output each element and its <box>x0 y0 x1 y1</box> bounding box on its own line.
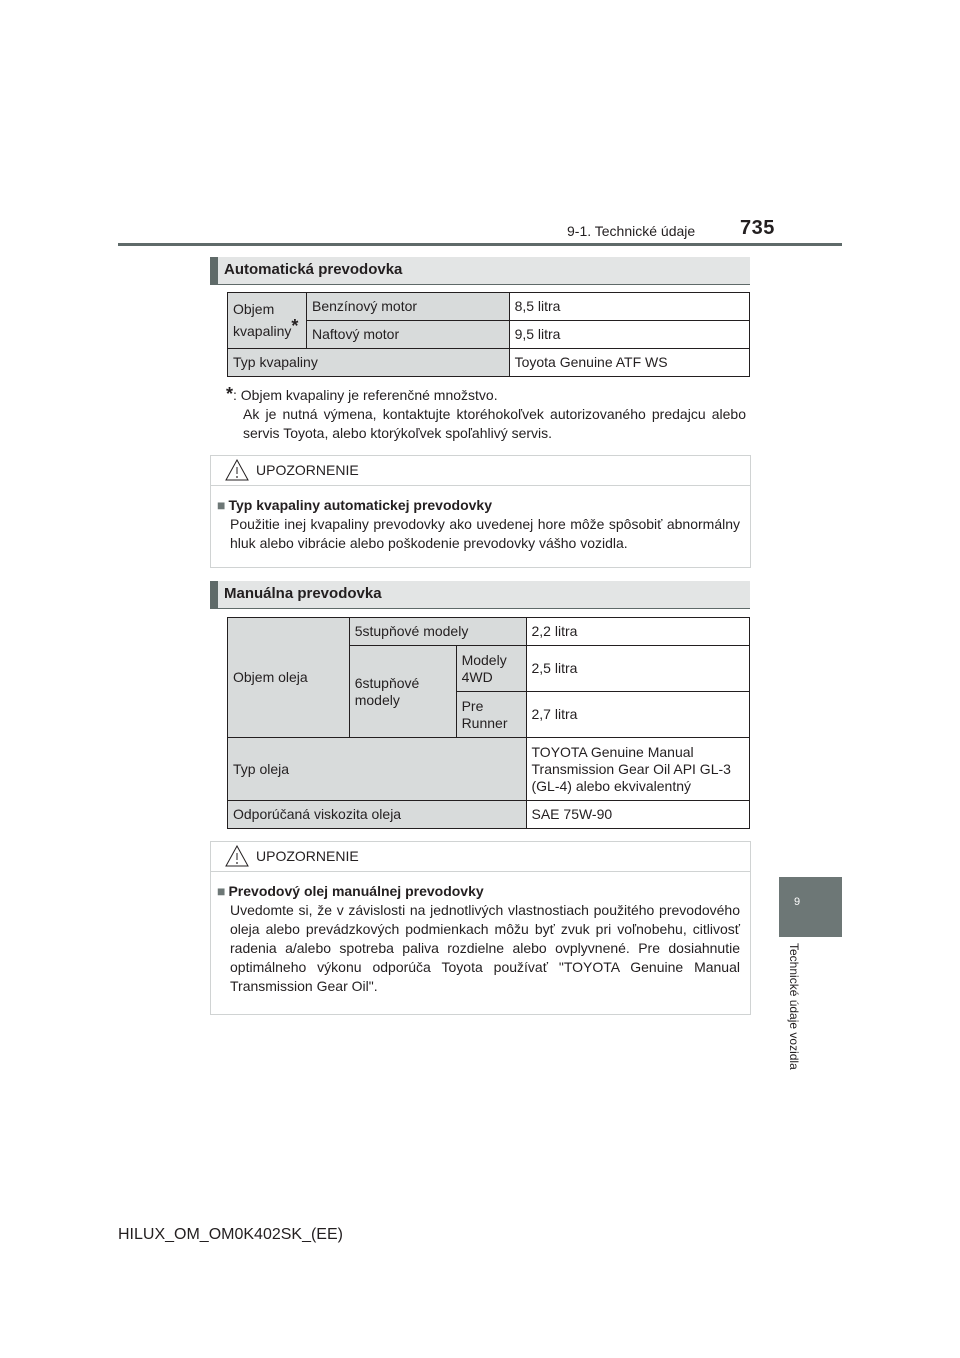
chapter-tab-label <box>786 943 804 1101</box>
diesel-value: 9,5 litra <box>509 321 749 349</box>
document-code: HILUX_OM_OM0K402SK_(EE) <box>118 1226 343 1243</box>
warning-title: Prevodový olej manuálnej prevodovky <box>228 883 484 899</box>
warning-body <box>211 486 750 567</box>
capacity-footnote-star: * <box>291 316 299 336</box>
header-section-title: 9-1. Technické údaje <box>567 223 696 239</box>
warning-triangle-icon <box>225 459 249 481</box>
fluid-type-label: Typ kvapaliny <box>228 349 510 377</box>
five-speed-label: 5stupňové modely <box>349 618 526 646</box>
bullet-square-icon: ■ <box>217 497 226 513</box>
warning-label: UPOZORNENIE <box>256 848 359 864</box>
warning-label: UPOZORNENIE <box>256 462 359 478</box>
automatic-fluid-table <box>227 292 750 377</box>
header-divider <box>118 243 842 246</box>
section-heading-marker <box>210 581 218 608</box>
diesel-label: Naftový motor <box>306 321 509 349</box>
warning-box-automatic <box>210 455 751 568</box>
page-number: 735 <box>740 217 775 239</box>
petrol-label: Benzínový motor <box>306 293 509 321</box>
prerunner-value: 2,7 litra <box>526 692 750 738</box>
fluid-type-value: Toyota Genuine ATF WS <box>509 349 749 377</box>
oil-type-value: TOYOTA Genuine Manual Transmission Gear Oil API GL-3 (GL-4) alebo ekvivalentný <box>526 738 750 801</box>
oil-type-label: Typ oleja <box>228 738 527 801</box>
viscosity-label: Odporúčaná viskozita oleja <box>228 801 527 829</box>
manual-oil-table <box>227 617 750 829</box>
capacity-footnote <box>226 385 746 443</box>
warning-box-manual <box>210 841 751 1015</box>
section-heading-manual <box>210 581 750 609</box>
warning-header <box>211 456 750 486</box>
warning-body <box>211 872 750 1014</box>
five-speed-value: 2,2 litra <box>526 618 750 646</box>
bullet-square-icon: ■ <box>217 883 226 899</box>
section-heading-text: Manuálna prevodovka <box>224 585 382 602</box>
petrol-value: 8,5 litra <box>509 293 749 321</box>
warning-header <box>211 842 750 872</box>
oil-capacity-label: Objem oleja <box>228 618 350 738</box>
capacity-label: Objem kvapaliny <box>233 301 292 339</box>
chapter-tab-label-text: Technické údaje vozidla <box>787 943 801 1070</box>
viscosity-value: SAE 75W-90 <box>526 801 750 829</box>
footnote-star: * <box>226 384 234 404</box>
six-speed-label: 6stupňové modely <box>349 646 456 738</box>
prerunner-label: Pre Runner <box>456 692 526 738</box>
warning-text: Uvedomte si, že v závislosti na jednotlivých vlastnostiach použitého prevodového oleja alebo prevádzkových podmienkach môžu byť zvuk pri voľnobehu, citlivosť radenia a/alebo spotreba paliva rozdielne alebo ovplyvnené. Pre dosiahnutie optimálneho výkonu odporúča Toyota používať "TOYOTA Genuine Manual Transmission Gear Oil". <box>230 902 740 994</box>
fourwd-value: 2,5 litra <box>526 646 750 692</box>
warning-triangle-icon <box>225 845 249 867</box>
footnote-line2: Ak je nutná výmena, kontaktujte ktoréhokoľvek autorizovaného predajcu alebo servis Toyota, alebo ktorýkoľvek spoľahlivý servis. <box>243 406 746 441</box>
fourwd-label: Modely 4WD <box>456 646 526 692</box>
section-heading-marker <box>210 257 218 284</box>
warning-text: Použitie inej kvapaliny prevodovky ako uvedenej hore môže spôsobiť abnormálny hluk alebo vibrácie alebo poškodenie prevodovky vášho vozidla. <box>230 516 740 551</box>
section-heading-automatic <box>210 257 750 285</box>
footnote-line1: : Objem kvapaliny je referenčné množstvo. <box>233 387 498 403</box>
capacity-label-cell <box>228 293 307 349</box>
warning-title: Typ kvapaliny automatickej prevodovky <box>228 497 492 513</box>
section-heading-text: Automatická prevodovka <box>224 261 403 278</box>
chapter-tab-number: 9 <box>793 896 801 908</box>
